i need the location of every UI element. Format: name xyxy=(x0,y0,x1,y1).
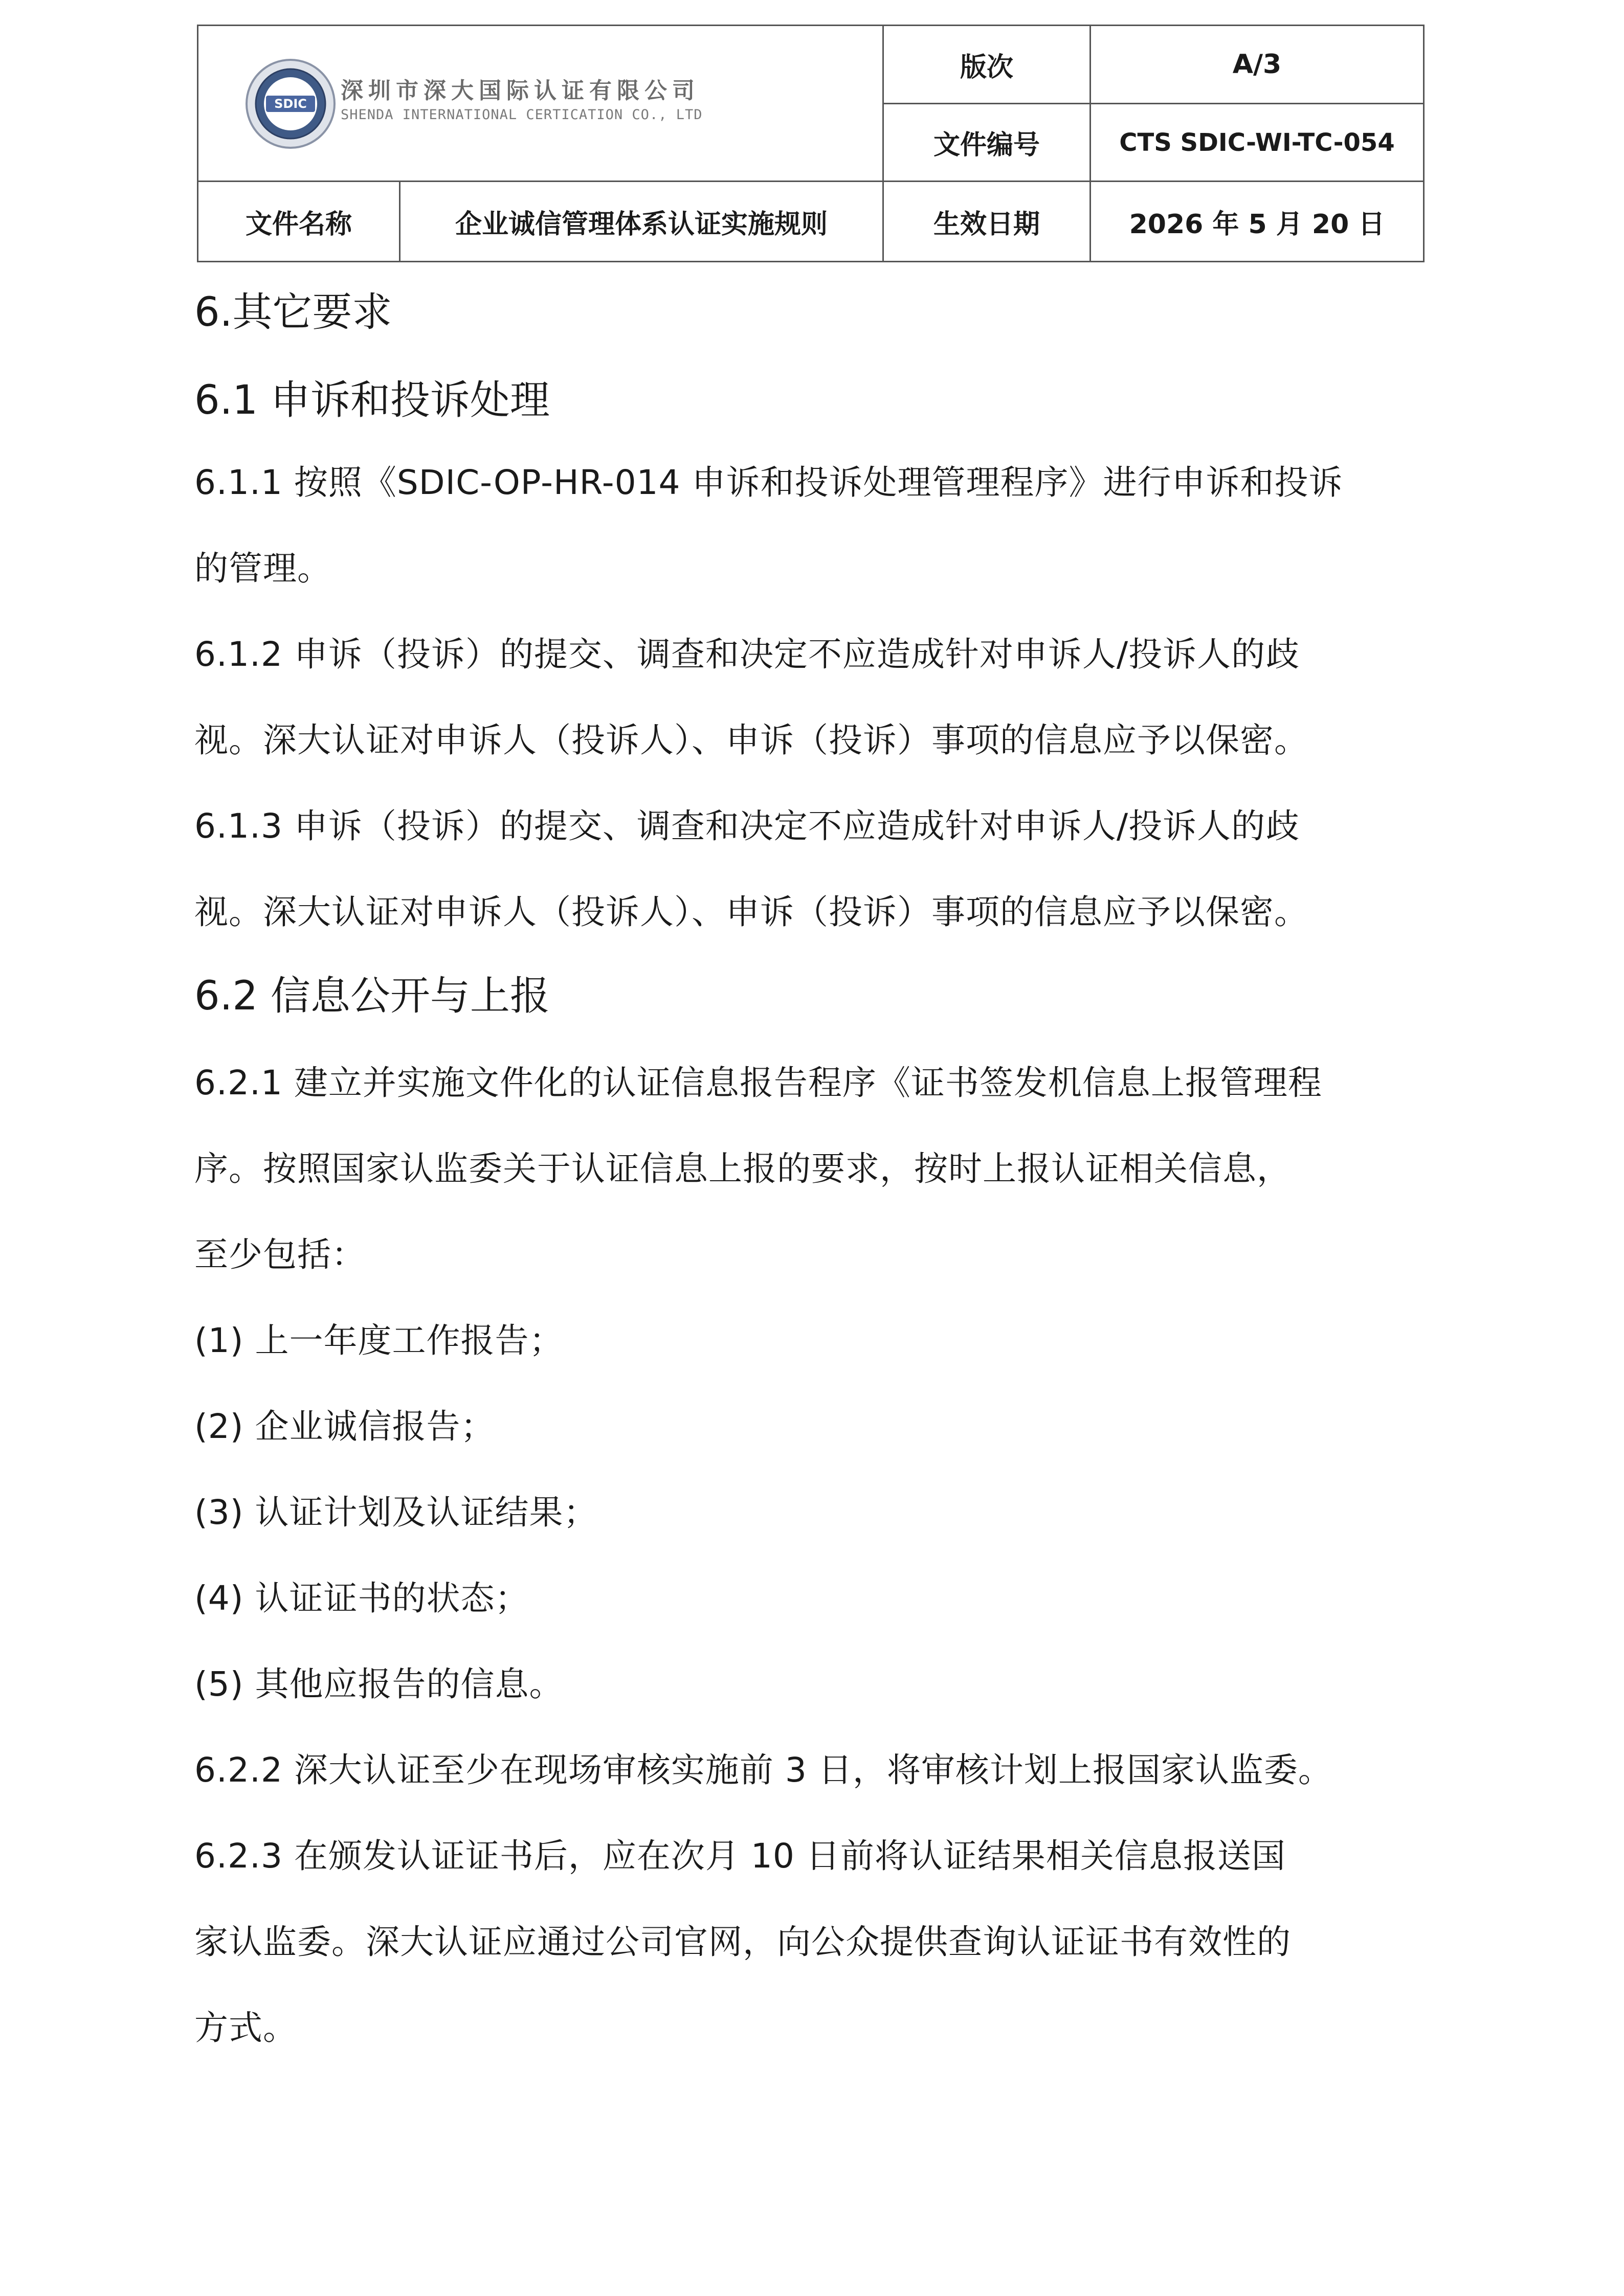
document-name-value: 企业诚信管理体系认证实施规则 xyxy=(455,209,828,240)
paragraph-6-1-1-line1: 6.1.1 按照《SDIC-OP-HR-014 申诉和投诉处理管理程序》进行申诉和投诉 xyxy=(194,463,1343,502)
list-item: (5) 其他应报告的信息。 xyxy=(194,1664,564,1704)
version-value: A/3 xyxy=(1232,49,1282,80)
paragraph-6-2-1-line1: 6.2.1 建立并实施文件化的认证信息报告程序《证书签发机信息上报管理程 xyxy=(194,1063,1322,1102)
section-heading-6: 6.其它要求 xyxy=(194,289,392,335)
section-heading-6-2: 6.2 信息公开与上报 xyxy=(194,973,550,1019)
paragraph-6-1-2-line2: 视。深大认证对申诉人（投诉人）、申诉（投诉）事项的信息应予以保密。 xyxy=(194,721,1308,760)
effective-date-label: 生效日期 xyxy=(933,209,1040,240)
company-seal-icon xyxy=(244,58,337,150)
list-item: (2) 企业诚信报告； xyxy=(194,1407,495,1446)
paragraph-6-1-3-line1: 6.1.3 申诉（投诉）的提交、调查和决定不应造成针对申诉人/投诉人的歧 xyxy=(194,806,1300,846)
company-logo-cell xyxy=(198,26,884,182)
effective-date-value: 2026 年 5 月 20 日 xyxy=(1129,209,1385,240)
version-label: 版次 xyxy=(960,52,1013,83)
document-number-value: CTS SDIC-WI-TC-054 xyxy=(1119,128,1395,157)
paragraph-6-2-1-line3: 至少包括： xyxy=(194,1235,366,1274)
list-item: (4) 认证证书的状态； xyxy=(194,1579,529,1618)
svg-text:SDIC: SDIC xyxy=(274,97,307,111)
document-name-label: 文件名称 xyxy=(245,209,352,240)
list-item: (1) 上一年度工作报告； xyxy=(194,1321,564,1360)
paragraph-6-2-3-line1: 6.2.3 在颁发认证证书后，应在次月 10 日前将认证结果相关信息报送国 xyxy=(194,1836,1286,1876)
paragraph-6-2-3-line2: 家认监委。深大认证应通过公司官网，向公众提供查询认证证书有效性的 xyxy=(194,1922,1291,1962)
paragraph-6-1-3-line2: 视。深大认证对申诉人（投诉人）、申诉（投诉）事项的信息应予以保密。 xyxy=(194,892,1308,932)
paragraph-6-2-3-line3: 方式。 xyxy=(194,2008,297,2047)
paragraph-6-1-2-line1: 6.1.2 申诉（投诉）的提交、调查和决定不应造成针对申诉人/投诉人的歧 xyxy=(194,635,1300,674)
document-header-table xyxy=(197,25,1425,262)
paragraph-6-1-1-line2: 的管理。 xyxy=(194,549,331,588)
section-heading-6-1: 6.1 申诉和投诉处理 xyxy=(194,377,550,423)
document-number-label: 文件编号 xyxy=(933,130,1040,161)
company-name-cn: 深圳市深大国际认证有限公司 xyxy=(341,78,700,104)
paragraph-6-2-1-line2: 序。按照国家认监委关于认证信息上报的要求，按时上报认证相关信息， xyxy=(194,1149,1291,1188)
list-item: (3) 认证计划及认证结果； xyxy=(194,1493,598,1532)
paragraph-6-2-2: 6.2.2 深大认证至少在现场审核实施前 3 日，将审核计划上报国家认监委。 xyxy=(194,1750,1332,1790)
company-name-en: SHENDA INTERNATIONAL CERTICATION CO., LTD xyxy=(341,107,703,123)
